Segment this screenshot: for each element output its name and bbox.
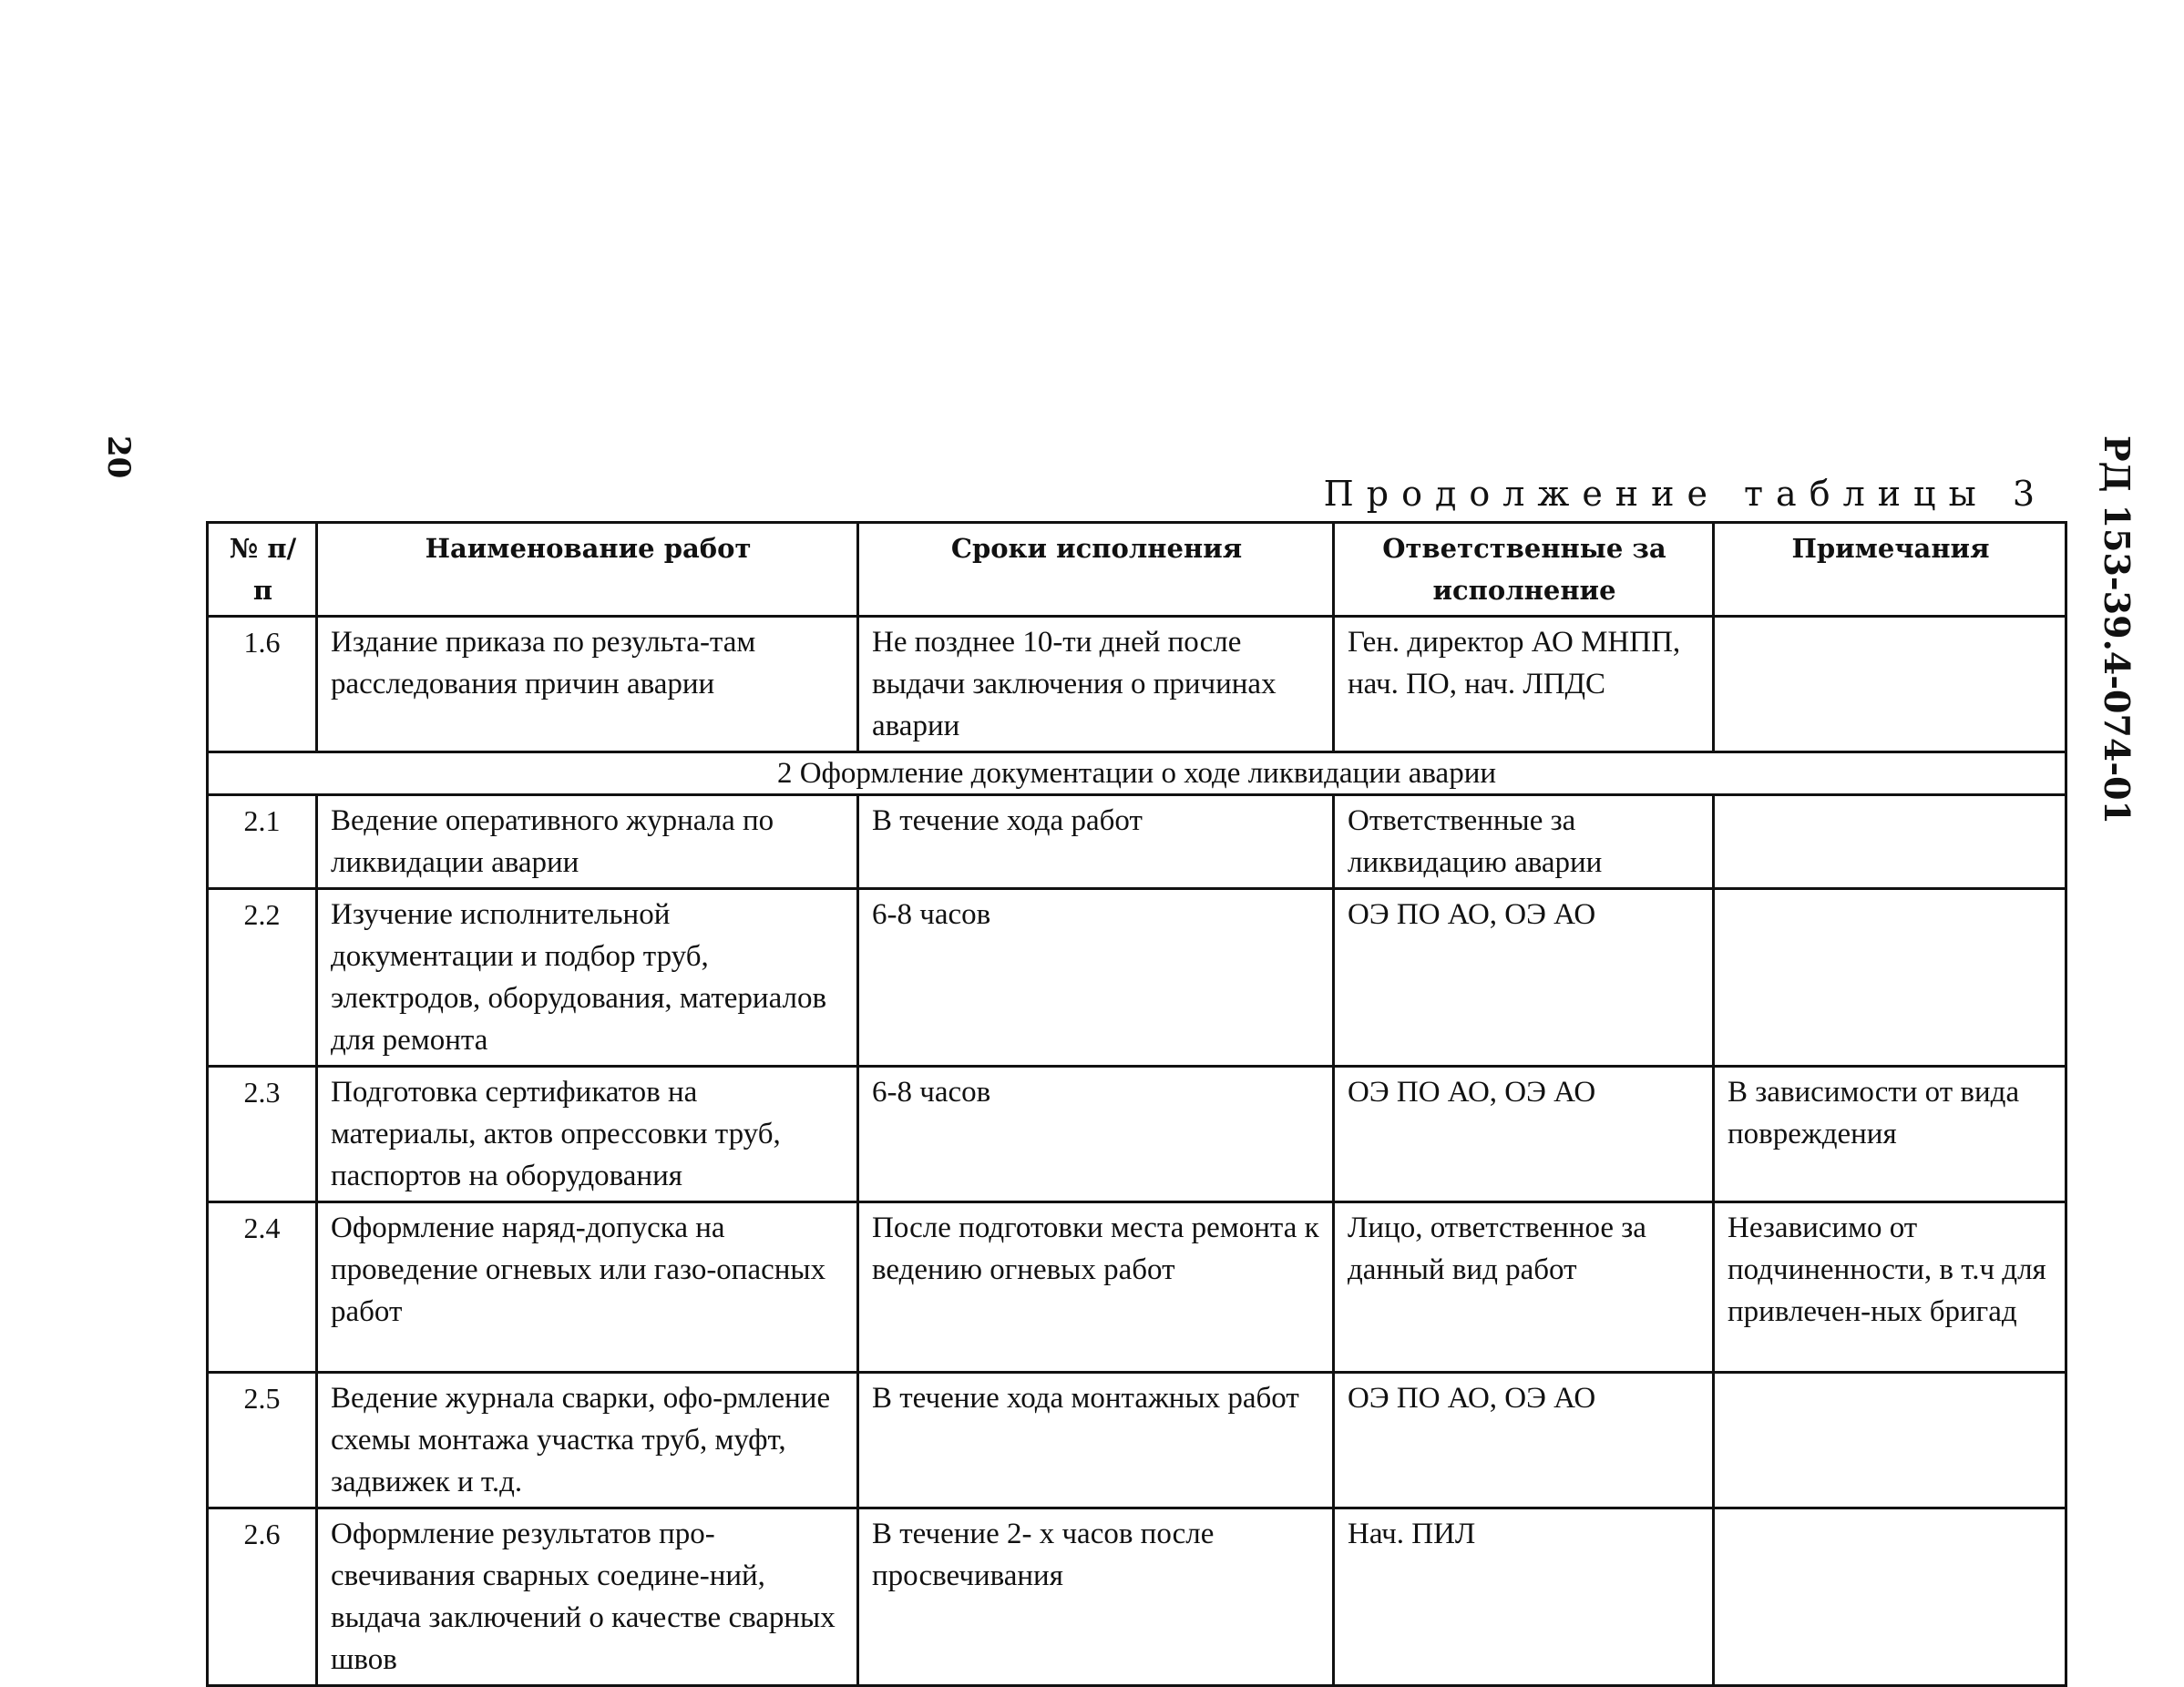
table-header-row bbox=[208, 523, 2066, 617]
row-number: 2.1 bbox=[208, 795, 317, 889]
work-name: Подготовка сертификатов на материалы, актов опрессовки труб, паспортов на оборудования bbox=[317, 1067, 858, 1202]
table-row bbox=[208, 795, 2066, 889]
deadline: 6-8 часов bbox=[858, 889, 1334, 1067]
responsible: Ответственные за ликвидацию аварии bbox=[1334, 795, 1714, 889]
table-row bbox=[208, 1508, 2066, 1686]
work-name: Ведение оперативного журнала по ликвидации аварии bbox=[317, 795, 858, 889]
deadline: В течение хода работ bbox=[858, 795, 1334, 889]
row-number: 2.4 bbox=[208, 1202, 317, 1373]
table-row bbox=[208, 1373, 2066, 1508]
row-number: 1.6 bbox=[208, 617, 317, 752]
work-name: Оформление результатов про-свечивания сварных соедине-ний, выдача заключений о качестве сварных швов bbox=[317, 1508, 858, 1686]
table-row bbox=[208, 1067, 2066, 1202]
deadline: Не позднее 10-ти дней после выдачи заключения о причинах аварии bbox=[858, 617, 1334, 752]
work-name: Изучение исполнительной документации и подбор труб, электродов, оборудования, материалов для ремонта bbox=[317, 889, 858, 1067]
row-number: 2.2 bbox=[208, 889, 317, 1067]
work-name: Оформление наряд-допуска на проведение огневых или газо-опасных работ bbox=[317, 1202, 858, 1373]
header-responsible: Ответственные за исполнение bbox=[1334, 523, 1714, 617]
responsible: Нач. ПИЛ bbox=[1334, 1508, 1714, 1686]
table-caption: Продолжение таблицы 3 bbox=[1323, 474, 2047, 514]
note bbox=[1714, 1373, 2066, 1508]
table-row bbox=[208, 889, 2066, 1067]
row-number: 2.5 bbox=[208, 1373, 317, 1508]
note bbox=[1714, 889, 2066, 1067]
note: Независимо от подчиненности, в т.ч для привлечен-ных бригад bbox=[1714, 1202, 2066, 1373]
section-title: 2 Оформление документации о ходе ликвидации аварии bbox=[208, 752, 2066, 795]
responsible: Лицо, ответственное за данный вид работ bbox=[1334, 1202, 1714, 1373]
works-table bbox=[206, 521, 2067, 1687]
responsible: ОЭ ПО АО, ОЭ АО bbox=[1334, 889, 1714, 1067]
row-number: 2.3 bbox=[208, 1067, 317, 1202]
document-code: РД 153-39.4-074-01 bbox=[2097, 435, 2138, 824]
section-row bbox=[208, 752, 2066, 795]
responsible: ОЭ ПО АО, ОЭ АО bbox=[1334, 1373, 1714, 1508]
deadline: В течение хода монтажных работ bbox=[858, 1373, 1334, 1508]
responsible: Ген. директор АО МНПП, нач. ПО, нач. ЛПДС bbox=[1334, 617, 1714, 752]
responsible: ОЭ ПО АО, ОЭ АО bbox=[1334, 1067, 1714, 1202]
work-name: Ведение журнала сварки, офо-рмление схемы монтажа участка труб, муфт, задвижек и т.д. bbox=[317, 1373, 858, 1508]
header-work-name: Наименование работ bbox=[317, 523, 858, 617]
row-number: 2.6 bbox=[208, 1508, 317, 1686]
note bbox=[1714, 795, 2066, 889]
table-row bbox=[208, 617, 2066, 752]
note bbox=[1714, 1508, 2066, 1686]
deadline: В течение 2- х часов после просвечивания bbox=[858, 1508, 1334, 1686]
header-number: № п/п bbox=[208, 523, 317, 617]
deadline: После подготовки места ремонта к ведению огневых работ bbox=[858, 1202, 1334, 1373]
header-deadline: Сроки исполнения bbox=[858, 523, 1334, 617]
page-number: 20 bbox=[100, 435, 137, 479]
table-row bbox=[208, 1202, 2066, 1373]
deadline: 6-8 часов bbox=[858, 1067, 1334, 1202]
work-name: Издание приказа по результа-там расследования причин аварии bbox=[317, 617, 858, 752]
note bbox=[1714, 617, 2066, 752]
note: В зависимости от вида повреждения bbox=[1714, 1067, 2066, 1202]
header-notes: Примечания bbox=[1714, 523, 2066, 617]
